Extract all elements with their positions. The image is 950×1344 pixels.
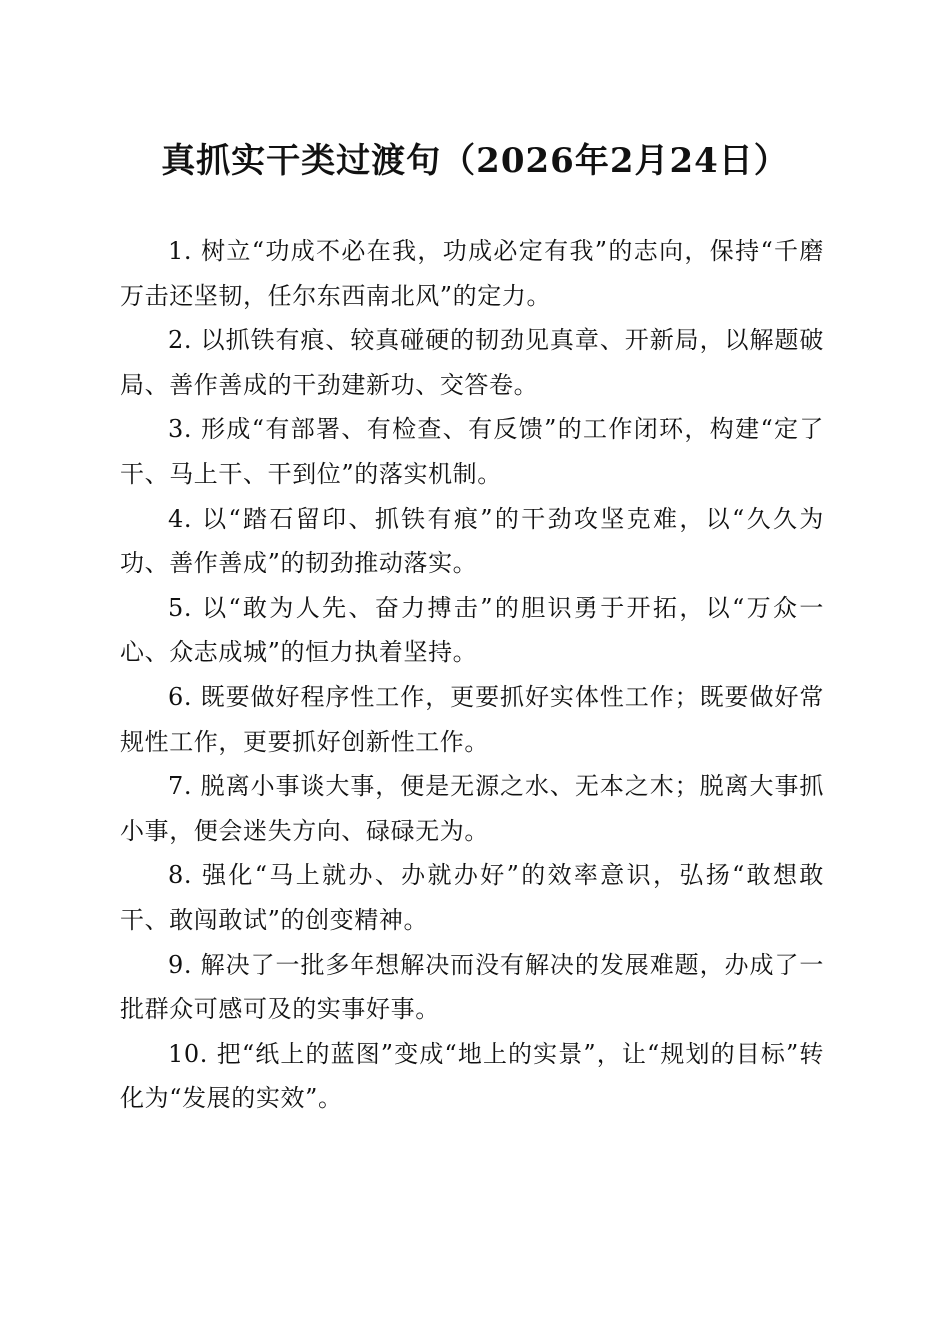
paragraph-5: 5. 以“敢为人先、奋力搏击”的胆识勇于开拓，以“万众一心、众志成城”的恒力执着坚持。 [120,593,824,667]
paragraph-10: 10. 把“纸上的蓝图”变成“地上的实景”，让“规划的目标”转化为“发展的实效”。 [120,1039,824,1113]
paragraph-1: 1. 树立“功成不必在我，功成必定有我”的志向，保持“千磨万击还坚韧，任尔东西南北风”的定力。 [120,237,824,310]
paragraph-9: 9. 解决了一批多年想解决而没有解决的发展难题，办成了一批群众可感可及的实事好事。 [120,950,824,1024]
paragraph-8: 8. 强化“马上就办、办就办好”的效率意识，弘扬“敢想敢干、敢闯敢试”的创变精神。 [120,861,824,934]
document-body [120,229,824,1121]
paragraph-6: 6. 既要做好程序性工作，更要抓好实体性工作；既要做好常规性工作，更要抓好创新性工作。 [120,682,824,756]
paragraph-4: 4. 以“踏石留印、抓铁有痕”的干劲攻坚克难，以“久久为功、善作善成”的韧劲推动落实。 [120,504,824,578]
document-title: 真抓实干类过渡句（2026年2月24日） [161,141,789,181]
paragraph-3: 3. 形成“有部署、有检查、有反馈”的工作闭环，构建“定了干、马上干、干到位”的落实机制。 [120,415,824,488]
paragraph-7: 7. 脱离小事谈大事，便是无源之水、无本之木；脱离大事抓小事，便会迷失方向、碌碌无为。 [120,772,824,845]
paragraph-2: 2. 以抓铁有痕、较真碰硬的韧劲见真章、开新局，以解题破局、善作善成的干劲建新功、交答卷。 [120,326,824,399]
